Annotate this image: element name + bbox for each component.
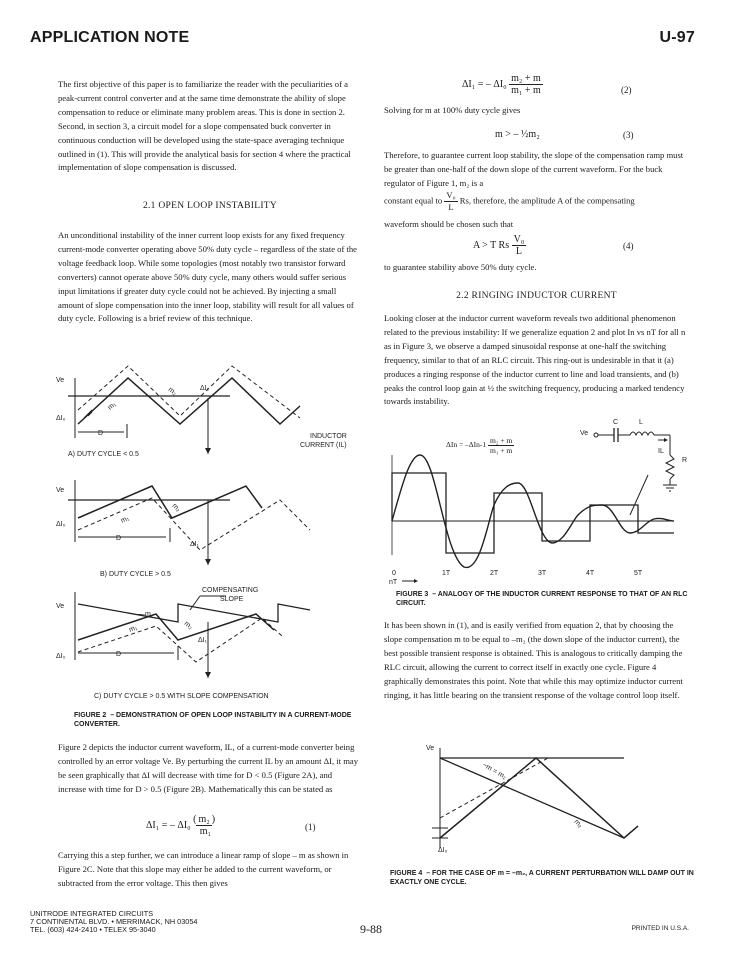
guarantee-text: to guarantee stability above 50% duty cycle. (384, 262, 537, 272)
footer-telephone: TEL. (603) 424-2410 • TELEX 95-3040 (30, 925, 156, 934)
equation-2-numerator: m₂ + m (511, 73, 541, 84)
tick-1t: 1T (442, 570, 451, 577)
equation-1-number: (1) (305, 822, 316, 832)
figure-2a-m1-label: m₁ (106, 400, 118, 412)
figure-2b-di1-label: ΔI₁ (190, 541, 199, 548)
figure-3-equation-lhs: ΔIn = –ΔIn-1 (446, 440, 487, 450)
figure-2b-caption: B) DUTY CYCLE > 0.5 (100, 571, 171, 578)
figure-3-equation-numerator: m₂ + m (490, 436, 513, 445)
figure-2c-minus-m-label: —m (138, 611, 151, 618)
figure-2a-dio-label: ΔI₀ (56, 415, 66, 422)
equation-1 (146, 814, 215, 837)
constant-denominator: L (448, 202, 454, 212)
figure-2-diagram (50, 360, 370, 705)
figure-2-caption (74, 711, 364, 729)
circuit-r-label: R (682, 457, 688, 464)
constant-text-pre: constant equal to (384, 195, 443, 206)
equation-2 (462, 73, 543, 96)
section-2-1-paragraph: An unconditional instability of the inner current loop exists for any fixed frequency current-mode converter operating above 50% duty cycle – regardless of the state of the voltage feedback loop. While some topologies (most notably two transistor forward converters) cannot operate above 50% duty cycle, many others would suffer serious input limitations if greater duty cycle could not be achieved. By injecting a small amount of slope compensation into the inner loop, stability will result for all values of duty cycle. Following is a brief review of this technique. (58, 230, 357, 324)
equation-2-number: (2) (621, 85, 632, 95)
tick-3t: 3T (538, 570, 547, 577)
tick-4t: 4T (586, 570, 595, 577)
figure-4-dio-label: ΔI₀ (438, 847, 448, 854)
document-code: U-97 (659, 29, 695, 46)
equation-4 (473, 234, 526, 257)
compensating-label-1: COMPENSATING (202, 587, 259, 594)
figure-3-diagram (384, 415, 694, 587)
figure-2c-di1-label: ΔI₁ (198, 637, 207, 644)
equation-3-number: (3) (623, 130, 634, 140)
constant-line (384, 190, 694, 213)
circuit-ve-label: Ve (580, 430, 589, 437)
section-2-1-heading: 2.1 OPEN LOOP INSTABILITY (142, 201, 278, 211)
equation-4-denominator: L (515, 246, 523, 257)
figure-2c-caption: C) DUTY CYCLE > 0.5 WITH SLOPE COMPENSATION (94, 693, 269, 700)
figure-2a-ve-label: Ve (56, 377, 65, 384)
after-equation-1-paragraph: Carrying this a step further, we can introduce a linear ramp of slope – m as shown in Figure 2C. Note that this slope may either be added to the current waveform, or subtracted from the error voltage. This then gives (58, 850, 349, 888)
constant-text-post: Rs, therefore, the amplitude A of the compensating (459, 195, 635, 206)
figure-2c-m2-label: m₂ (182, 620, 194, 632)
figure-2c-waveform (78, 614, 274, 640)
figure-4-caption-text: – FOR THE CASE OF m = –m₂, A CURRENT PERTURBATION WILL DAMP OUT IN EXACTLY ONE CYCLE. (390, 870, 694, 886)
figure-2b-d-label: D (116, 535, 122, 542)
figure-4-waveform (440, 758, 638, 838)
footer-company: UNITRODE INTEGRATED CIRCUITS (30, 909, 154, 918)
section-2-2-heading: 2.2 RINGING INDUCTOR CURRENT (456, 291, 617, 301)
page-number: 9-88 (360, 922, 382, 936)
equation-2-denominator: m₁ + m (511, 85, 541, 96)
figure-2c-ve-label: Ve (56, 603, 65, 610)
figure-4-caption-prefix: FIGURE 4 (390, 870, 423, 877)
waveform-chosen-text: waveform should be chosen such that (384, 219, 514, 229)
constant-fraction (444, 190, 457, 213)
figure-2a-d-label: D (98, 430, 104, 437)
intro-paragraph: The first objective of this paper is to familiarize the reader with the peculiarities of a peak-current control converter and at the same time demonstrate the ability of slope compensation to reduce or eliminate many problem areas. This is done in section 2. Second, in section 3, a circuit model for a slope compensated buck converter in continuous conduction will be developed using the state-space averaging technique outlined in (1). This will provide the analytical basis for section 4 where the practical implementation of slope compensation is discussed. (58, 79, 351, 173)
figure-4-m-eq-label: −m = m₂ (481, 761, 508, 781)
equation-2-fraction (509, 73, 543, 96)
equation-2-lhs: ΔI₁ = – ΔI₀ (462, 78, 507, 90)
tick-2t: 2T (490, 570, 499, 577)
figure-4-caption (390, 869, 695, 887)
figure-2-caption-prefix: FIGURE 2 (74, 712, 107, 719)
figure-2b-m2-label: m₂ (170, 502, 182, 514)
equation-1-numerator: m₂ (198, 814, 210, 825)
figure-2-paragraph: Figure 2 depicts the inductor current waveform, IL, of a current-mode converter being controlled by an error voltage Ve. By perturbing the current IL by an amount ΔI, it may be seen graphically that ΔI will decrease with time for D < 0.5 (Figure 2A), and increase with time for D > 0.5 (Figure 2B). Mathematically this can be stated as (58, 742, 359, 794)
figure-2b-m1-label: m₁ (119, 515, 131, 525)
figure-2a-caption: A) DUTY CYCLE < 0.5 (68, 451, 139, 458)
figure-3-caption-prefix: FIGURE 3 (396, 591, 429, 598)
figure-3-paragraph: It has been shown in (1), and is easily verified from equation 2, that by choosing the slope compensation m to be equal to –m₂ (the down slope of the inductor current), the best possible transient response is obtained. This is analogous to critically damping the RLC circuit, allowing the current to correct itself in exactly one cycle. Figure 4 graphically demonstrates this point. Note that while this may optimize inductor current ringing, it has little bearing on the transient response of the voltage control loop itself. (384, 620, 683, 700)
circuit-il-label: IL (658, 448, 664, 455)
figure-4-m2-label: m₂ (572, 818, 584, 830)
figure-2c-d-label: D (116, 651, 122, 658)
figure-3-caption (396, 590, 696, 608)
figure-2a-di1-label: ΔI₁ (200, 385, 209, 392)
figure-2c-dio-label: ΔI₀ (56, 653, 66, 660)
figure-2c-m1-label: m₁ (128, 624, 139, 634)
footer-printed: PRINTED IN U.S.A. (631, 925, 689, 932)
figure-2a-panel (56, 366, 347, 458)
figure-3-equation-denominator: m₁ + m (490, 446, 513, 455)
compensation-ramp-line (440, 758, 624, 838)
equation-4-numerator: V₀ (513, 234, 525, 245)
figure-4-diagram (424, 738, 644, 854)
solving-text: Solving for m at 100% duty cycle gives (384, 105, 521, 115)
figure-2-caption-text: – DEMONSTRATION OF OPEN LOOP INSTABILITY IN A CURRENT-MODE CONVERTER. (74, 712, 352, 728)
figure-2b-panel (56, 480, 310, 578)
figure-3-caption-text: – ANALOGY OF THE INDUCTOR CURRENT RESPONSE TO THAT OF AN RLC CIRCUIT. (396, 591, 688, 607)
circuit-l-label: L (639, 419, 643, 426)
compensating-slope-line (78, 604, 310, 622)
figure-2a-m2-label: m₂ (166, 386, 178, 398)
footer-address: 7 CONTINENTAL BLVD. • MERRIMACK, NH 03054 (30, 917, 198, 926)
equation-4-fraction (512, 234, 527, 257)
tick-5t: 5T (634, 570, 643, 577)
equation-4-lhs: A > T Rs (473, 239, 510, 251)
figure-4-ve-label: Ve (426, 745, 435, 752)
equation-4-number: (4) (623, 241, 634, 251)
figure-2a-waveform (78, 378, 300, 424)
inductor-current-label-2: CURRENT (IL) (300, 442, 347, 449)
tick-0: 0 (392, 570, 396, 577)
compensating-label-2: SLOPE (220, 596, 244, 603)
constant-numerator: V₀ (446, 190, 456, 200)
rlc-circuit (580, 419, 687, 491)
figure-2b-waveform (78, 486, 262, 518)
document-title: APPLICATION NOTE (30, 29, 190, 46)
inductor-current-label-1: INDUCTOR (310, 433, 347, 440)
figure-2c-panel (56, 587, 310, 700)
nt-axis-label: nT (389, 579, 398, 586)
equation-3: m > – ½m₂ (495, 129, 540, 140)
equation-1-denominator: m₁ (199, 826, 211, 837)
circuit-c-label: C (613, 419, 619, 426)
equation-1-fraction: ( m₂ ) m₁ (193, 814, 216, 837)
figure-2b-ve-label: Ve (56, 487, 65, 494)
equation-1-lhs: ΔI₁ = – ΔI₀ (146, 819, 191, 831)
therefore-paragraph: Therefore, to guarantee current loop stability, the slope of the compensation ramp must be greater than one-half of the down slope of the current waveform. For the buck regulator of Figure 1, m₂ is a (384, 150, 684, 188)
figure-2b-dio-label: ΔI₀ (56, 521, 66, 528)
section-2-2-paragraph: Looking closer at the inductor current waveform reveals two additional phenomenon related to the previous instability: If we generalize equation 2 and plot In vs nT for all n as in Figure 3, we observe a damped sinusoidal response at one-half the switching frequency, similar to that of an RLC circuit. This ring-out is undesirable in that it (a) produces a ringing response of the inductor current to line and load transients, and (b) peaks the control loop gain at ½ the switching frequency, producing a marked tendency towards instability. (384, 313, 686, 407)
